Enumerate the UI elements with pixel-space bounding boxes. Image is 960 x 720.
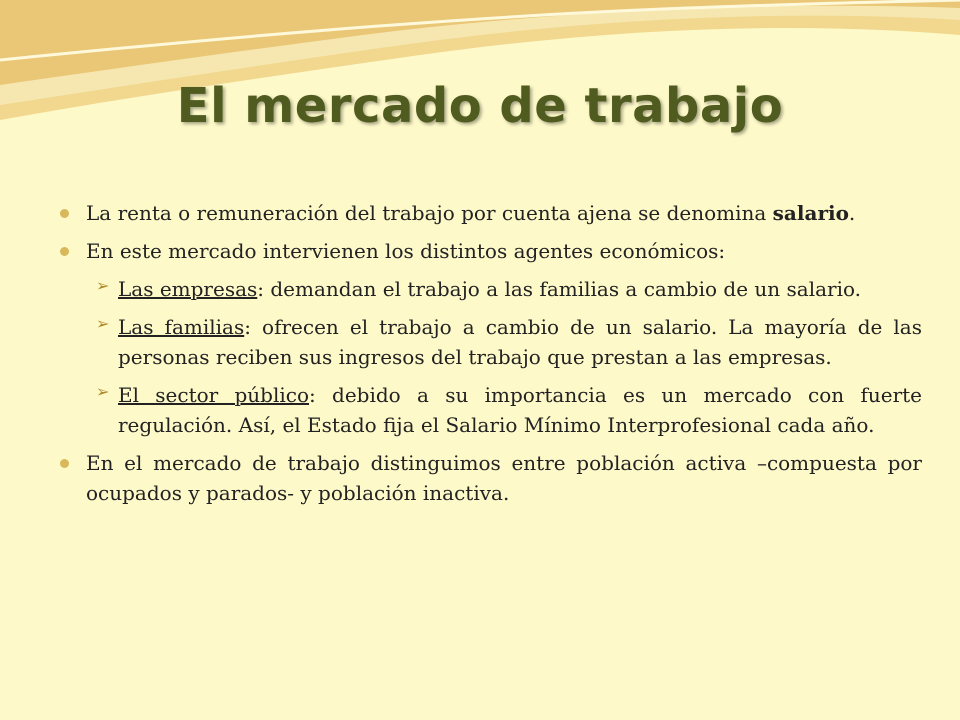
sub-bullet-term: Las familias bbox=[118, 315, 245, 339]
round-bullet-icon bbox=[60, 247, 69, 256]
arrow-bullet-icon: ➢ bbox=[96, 314, 110, 333]
round-bullet-icon bbox=[60, 459, 69, 468]
sub-bullet-item bbox=[60, 380, 922, 440]
sub-bullet-item bbox=[60, 274, 922, 304]
bullet-text: En este mercado intervienen los distintos agentes económicos: bbox=[86, 239, 726, 263]
bullet-text: La renta o remuneración del trabajo por cuenta ajena se denomina bbox=[86, 201, 773, 225]
bullet-item bbox=[60, 198, 922, 228]
bullet-text: En el mercado de trabajo distinguimos entre población activa –compuesta por ocupados y parados- y población inactiva. bbox=[86, 451, 922, 505]
bullet-text-end: . bbox=[848, 201, 856, 225]
bullet-item bbox=[60, 236, 922, 266]
arrow-bullet-icon: ➢ bbox=[96, 276, 110, 295]
sub-bullet-term: El sector público bbox=[118, 383, 310, 407]
round-bullet-icon bbox=[60, 209, 69, 218]
bullet-item bbox=[60, 448, 922, 508]
arrow-bullet-icon: ➢ bbox=[96, 382, 110, 401]
sub-bullet-term: Las empresas bbox=[118, 277, 258, 301]
slide-body bbox=[60, 198, 922, 516]
sub-bullet-text: : demandan el trabajo a las familias a cambio de un salario. bbox=[257, 277, 862, 301]
sub-bullet-item bbox=[60, 312, 922, 372]
sub-bullet-text: : ofrecen el trabajo a cambio de un salario. La mayoría de las personas reciben sus ingresos del trabajo que prestan a las empresas. bbox=[118, 315, 922, 369]
slide-title: El mercado de trabajo bbox=[176, 78, 784, 134]
bullet-bold-term: salario bbox=[772, 201, 849, 225]
sub-bullet-text: : debido a su importancia es un mercado con fuerte regulación. Así, el Estado fija el Salario Mínimo Interprofesional cada año. bbox=[118, 383, 923, 437]
